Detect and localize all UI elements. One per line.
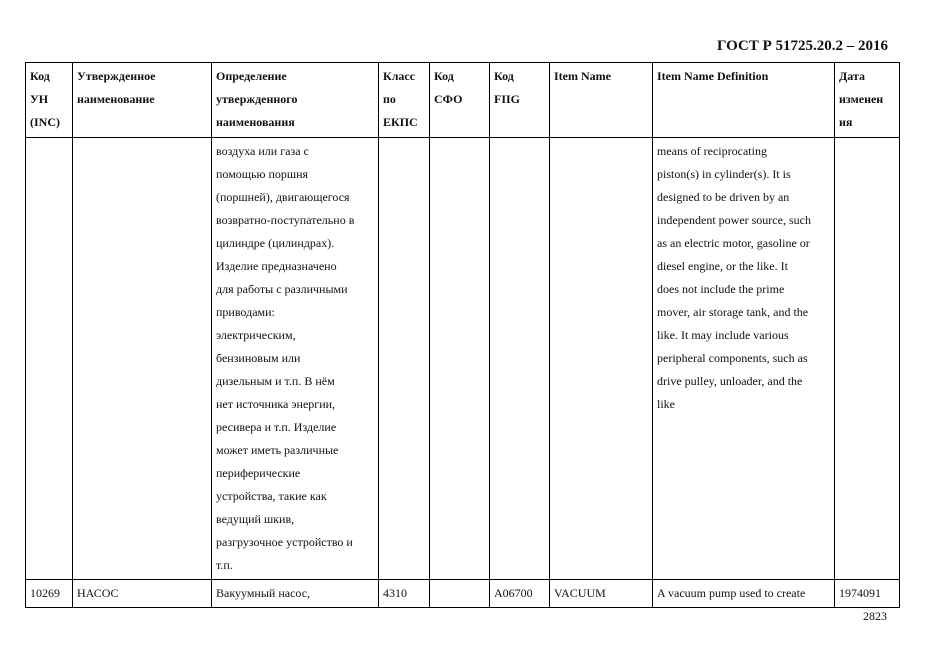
item-name-cell: VACUUM: [550, 580, 653, 608]
definition-line: diesel engine, or the like. It: [657, 259, 788, 273]
date-cell: 1974091: [835, 580, 900, 608]
definition-line: электрическим,: [216, 328, 296, 342]
definition-line: as an electric motor, gasoline or: [657, 236, 810, 250]
cont-date-cell: [835, 138, 900, 580]
definition-line: воздуха или газа с: [216, 144, 309, 158]
class-cell: 4310: [379, 580, 430, 608]
header-approved-name: Утвержденное наименование: [73, 63, 212, 138]
definition-line: возвратно-поступательно в: [216, 213, 355, 227]
definition-line: ведущий шкив,: [216, 512, 295, 526]
definition-line: designed to be driven by an: [657, 190, 790, 204]
header-row: [26, 63, 900, 138]
table-row: [26, 580, 900, 608]
header-item-name-definition: Item Name Definition: [653, 63, 835, 138]
definition-line: может иметь различные: [216, 443, 339, 457]
definition-line: приводами:: [216, 305, 275, 319]
header-date: Дата изменен ия: [835, 63, 900, 138]
document-title: ГОСТ Р 51725.20.2 – 2016: [716, 38, 888, 54]
sfo-cell: [430, 580, 490, 608]
cont-inc-cell: [26, 138, 73, 580]
definition-line: independent power source, such: [657, 213, 811, 227]
definition-line: дизельным и т.п. В нём: [216, 374, 335, 388]
fiig-cell: A06700: [490, 580, 550, 608]
inc-cell: 10269: [26, 580, 73, 608]
continuation-row: [26, 138, 900, 580]
cont-definition-ru-cell: [212, 138, 379, 580]
definition-line: бензиновым или: [216, 351, 301, 365]
definition-line: piston(s) in cylinder(s). It is: [657, 167, 791, 181]
definition-line: drive pulley, unloader, and the: [657, 374, 803, 388]
definition-line: ресивера и т.п. Изделие: [216, 420, 337, 434]
definition-line: нет источника энергии,: [216, 397, 336, 411]
cont-fiig-cell: [490, 138, 550, 580]
definition-line: means of reciprocating: [657, 144, 767, 158]
definition-en-cell: A vacuum pump used to create: [653, 580, 835, 608]
header-fiig: Код FIIG: [490, 63, 550, 138]
cont-definition-en-cell: [653, 138, 835, 580]
definition-ru-cell: Вакуумный насос,: [212, 580, 379, 608]
definition-line: mover, air storage tank, and the: [657, 305, 809, 319]
cont-class-cell: [379, 138, 430, 580]
definition-line: помощью поршня: [216, 167, 309, 181]
definition-line: устройства, такие как: [216, 489, 327, 503]
definition-line: does not include the prime: [657, 282, 785, 296]
header-class: Класс по ЕКПС: [379, 63, 430, 138]
catalog-table: [25, 62, 900, 608]
approved-name-cell: НАСОС: [73, 580, 212, 608]
header-sfo: Код СФО: [430, 63, 490, 138]
cont-item-name-cell: [550, 138, 653, 580]
cont-approved-name-cell: [73, 138, 212, 580]
definition-line: like: [657, 397, 675, 411]
header-inc: Код УН (INC): [26, 63, 73, 138]
definition-line: разгрузочное устройство и: [216, 535, 353, 549]
definition-line: цилиндре (цилиндрах).: [216, 236, 335, 250]
header-definition-ru: Определение утвержденного наименования: [212, 63, 379, 138]
definition-line: like. It may include various: [657, 328, 789, 342]
definition-line: Изделие предназначено: [216, 259, 337, 273]
definition-line: для работы с различными: [216, 282, 348, 296]
cont-sfo-cell: [430, 138, 490, 580]
page-number: 2823: [863, 609, 887, 623]
definition-line: peripheral components, such as: [657, 351, 808, 365]
definition-line: периферические: [216, 466, 301, 480]
definition-line: т.п.: [216, 558, 233, 572]
header-item-name: Item Name: [550, 63, 653, 138]
definition-line: (поршней), двигающегося: [216, 190, 350, 204]
